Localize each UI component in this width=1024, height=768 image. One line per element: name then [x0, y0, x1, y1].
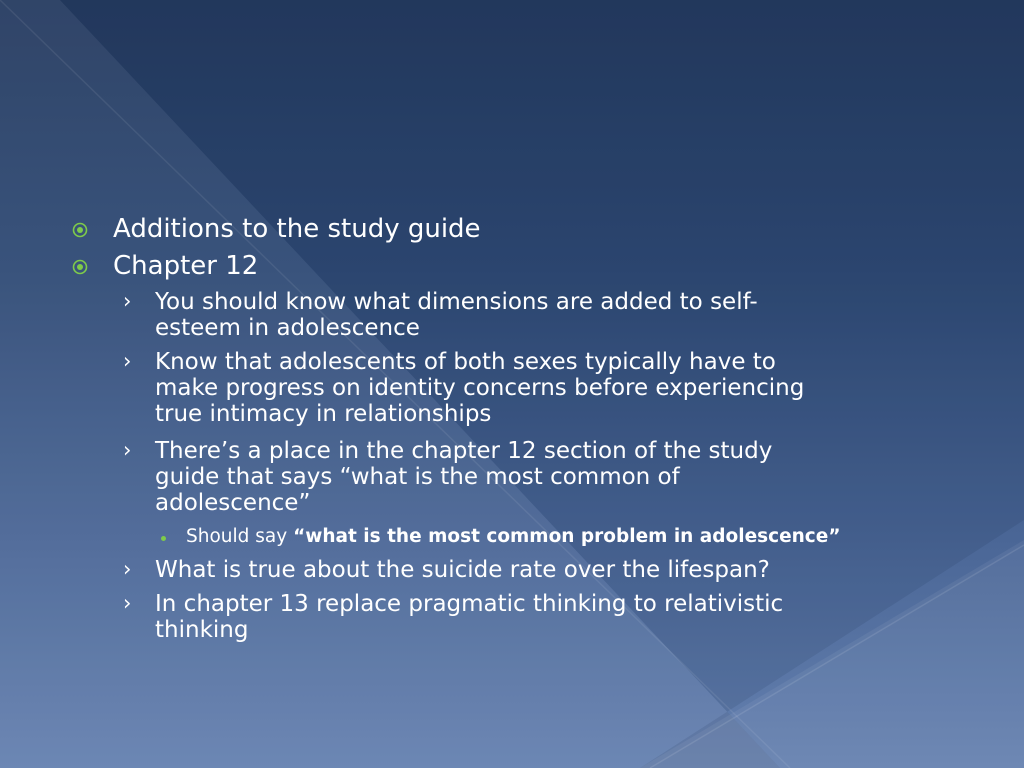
text-line: make progress on identity concerns before experiencing [155, 375, 805, 401]
chevron-right-icon: › [123, 349, 132, 373]
text-line: There’s a place in the chapter 12 section of the study [155, 438, 773, 464]
text-line: You should know what dimensions are added to self- [155, 289, 758, 315]
sub-sub-bullet-should-say [186, 526, 840, 548]
bullet-additions: Additions to the study guide [113, 214, 481, 244]
chevron-right-icon: › [123, 591, 132, 615]
text-line: guide that says “what is the most common of [155, 464, 680, 490]
sub-bullet-chapter-13 [155, 591, 955, 643]
text-line: Know that adolescents of both sexes typically have to [155, 349, 776, 375]
dot-bullet-icon [161, 536, 166, 541]
text-line: esteem in adolescence [155, 315, 420, 341]
sub-bullet-self-esteem [155, 289, 955, 341]
sub-bullet-suicide-rate [155, 557, 955, 583]
should-say-emphasis: “what is the most common problem in adolescence” [293, 526, 841, 547]
should-say-prefix: Should say [186, 526, 294, 547]
text-line: thinking [155, 617, 249, 643]
sub-bullet-identity-intimacy [155, 349, 955, 427]
chevron-right-icon: › [123, 557, 132, 581]
bullet-chapter-12: Chapter 12 [113, 251, 259, 281]
text-line: In chapter 13 replace pragmatic thinking to relativistic [155, 591, 784, 617]
chevron-right-icon: › [123, 289, 132, 313]
text-line: true intimacy in relationships [155, 401, 492, 427]
circle-dot-bullet-icon [72, 222, 88, 238]
chevron-right-icon: › [123, 438, 132, 462]
text-line: adolescence” [155, 490, 311, 516]
circle-dot-bullet-icon [72, 259, 88, 275]
text-line: What is true about the suicide rate over the lifespan? [155, 557, 770, 583]
sub-bullet-study-guide-place [155, 438, 955, 516]
